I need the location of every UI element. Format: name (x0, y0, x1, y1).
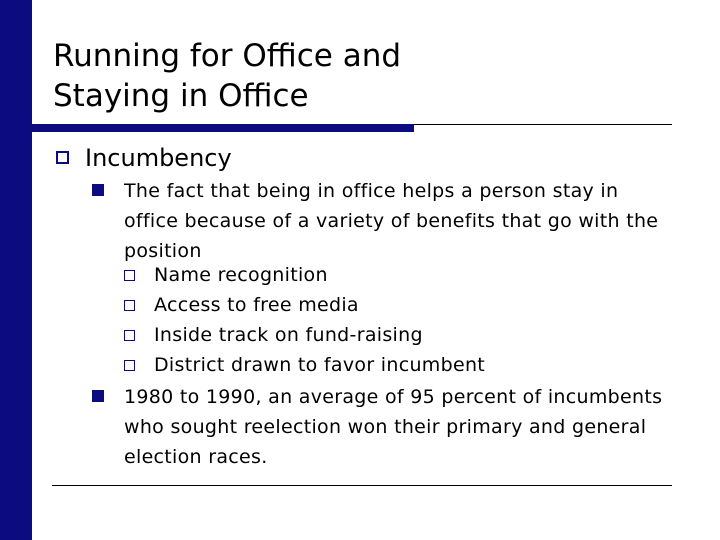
benefit-text: District drawn to favor incumbent (154, 354, 486, 376)
benefit-text: Inside track on fund-raising (154, 324, 423, 346)
benefit-item (124, 320, 423, 350)
hollow-square-bullet-icon (124, 360, 135, 371)
bullet-incumbency (56, 143, 232, 173)
left-accent-bar (0, 0, 32, 540)
filled-square-bullet-icon (92, 390, 104, 402)
slide-title (53, 36, 673, 116)
hollow-square-bullet-icon (56, 151, 69, 164)
benefit-text: Access to free media (154, 294, 359, 316)
title-line-2: Staying in Office (53, 78, 309, 114)
benefit-text: Name recognition (154, 264, 328, 286)
title-line-1: Running for Office and (53, 38, 402, 74)
sub-bullet-definition (92, 176, 672, 266)
filled-square-bullet-icon (92, 184, 104, 196)
sub-bullet-text: 1980 to 1990, an average of 95 percent of incumbents who sought reelection won their primary and general election races. (124, 386, 663, 468)
hollow-square-bullet-icon (124, 270, 135, 281)
hollow-square-bullet-icon (124, 330, 135, 341)
benefit-item (124, 260, 328, 290)
benefit-item (124, 290, 359, 320)
title-underline-thick (32, 124, 414, 132)
title-underline-thin (414, 124, 672, 125)
sub-bullet-statistic (92, 382, 672, 472)
hollow-square-bullet-icon (124, 300, 135, 311)
sub-bullet-text: The fact that being in office helps a person stay in office because of a variety of benefits that go with the position (124, 180, 659, 262)
benefit-item (124, 350, 485, 380)
bullet-label: Incumbency (85, 144, 232, 172)
bottom-divider (52, 485, 672, 486)
